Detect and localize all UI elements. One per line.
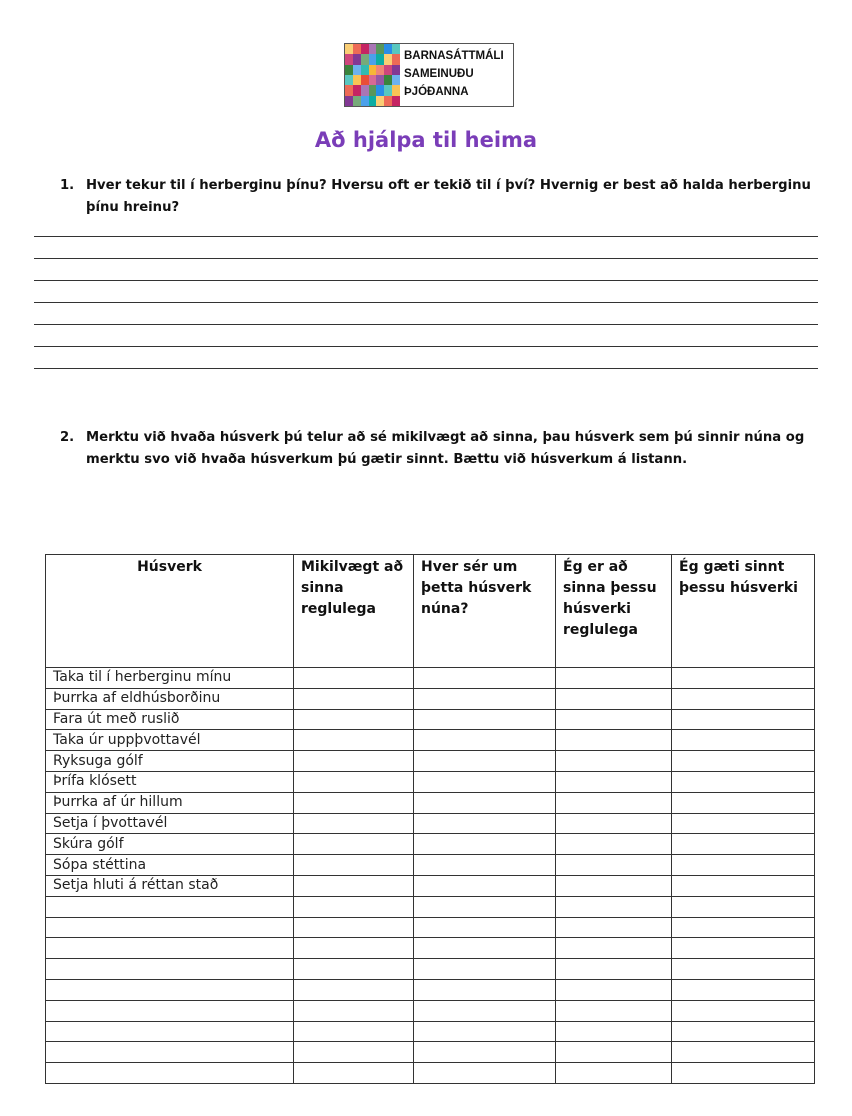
checkbox-cell[interactable] <box>294 730 414 751</box>
column-header: Hver sér um þetta húsverk núna? <box>414 555 556 668</box>
chore-cell[interactable] <box>46 896 294 917</box>
checkbox-cell[interactable] <box>414 688 556 709</box>
checkbox-cell[interactable] <box>294 668 414 689</box>
logo-tile <box>353 96 361 106</box>
checkbox-cell[interactable] <box>556 751 672 772</box>
checkbox-cell[interactable] <box>672 771 815 792</box>
checkbox-cell[interactable] <box>414 771 556 792</box>
table-row <box>46 1000 815 1021</box>
checkbox-cell[interactable] <box>414 896 556 917</box>
logo-tile <box>353 44 361 54</box>
checkbox-cell[interactable] <box>556 959 672 980</box>
checkbox-cell[interactable] <box>294 938 414 959</box>
logo-tile <box>376 44 384 54</box>
chore-cell[interactable] <box>46 1021 294 1042</box>
table-row <box>46 917 815 938</box>
table-row <box>46 855 815 876</box>
logo-tile <box>384 85 392 95</box>
checkbox-cell[interactable] <box>556 709 672 730</box>
checkbox-cell[interactable] <box>414 813 556 834</box>
logo-tile <box>361 65 369 75</box>
logo-tile <box>369 85 377 95</box>
checkbox-cell[interactable] <box>672 709 815 730</box>
checkbox-cell[interactable] <box>414 1021 556 1042</box>
table-row <box>46 709 815 730</box>
logo-tile <box>345 85 353 95</box>
logo-tile <box>361 75 369 85</box>
checkbox-cell[interactable] <box>414 751 556 772</box>
logo-text <box>400 44 513 106</box>
question-2 <box>60 427 820 471</box>
question-1 <box>60 175 820 219</box>
answer-line[interactable] <box>34 346 818 347</box>
table-row <box>46 1063 815 1084</box>
page-title: Að hjálpa til heima <box>314 128 538 152</box>
chore-cell: Þrífa klósett <box>46 771 294 792</box>
chore-cell: Ryksuga gólf <box>46 751 294 772</box>
logo-line: BARNASÁTTMÁLI <box>404 50 504 62</box>
logo-tile <box>345 75 353 85</box>
logo-tile <box>384 54 392 64</box>
table-row <box>46 979 815 1000</box>
logo-tile <box>376 65 384 75</box>
chore-cell: Skúra gólf <box>46 834 294 855</box>
logo-tile <box>384 65 392 75</box>
checkbox-cell[interactable] <box>556 688 672 709</box>
answer-line[interactable] <box>34 324 818 325</box>
checkbox-cell[interactable] <box>414 1042 556 1063</box>
logo-tile <box>353 75 361 85</box>
logo-line: ÞJÓÐANNA <box>404 86 469 98</box>
logo-tile <box>392 75 400 85</box>
chore-cell[interactable] <box>46 959 294 980</box>
chore-cell: Þurrka af úr hillum <box>46 792 294 813</box>
logo-tile <box>369 44 377 54</box>
table-row <box>46 792 815 813</box>
checkbox-cell[interactable] <box>294 813 414 834</box>
checkbox-cell[interactable] <box>294 688 414 709</box>
checkbox-cell[interactable] <box>556 771 672 792</box>
checkbox-cell[interactable] <box>294 959 414 980</box>
checkbox-cell[interactable] <box>414 855 556 876</box>
checkbox-cell[interactable] <box>556 979 672 1000</box>
answer-line[interactable] <box>34 258 818 259</box>
logo-tile <box>345 44 353 54</box>
checkbox-cell[interactable] <box>294 855 414 876</box>
logo-tile <box>376 96 384 106</box>
chore-cell: Fara út með ruslið <box>46 709 294 730</box>
checkbox-cell[interactable] <box>672 1000 815 1021</box>
checkbox-cell[interactable] <box>672 938 815 959</box>
logo-tile <box>353 65 361 75</box>
checkbox-cell[interactable] <box>414 730 556 751</box>
answer-line[interactable] <box>34 236 818 237</box>
checkbox-cell[interactable] <box>672 1063 815 1084</box>
checkbox-cell[interactable] <box>294 771 414 792</box>
checkbox-cell[interactable] <box>672 855 815 876</box>
logo-tile <box>392 44 400 54</box>
table-row <box>46 751 815 772</box>
chore-cell: Setja hluti á réttan stað <box>46 875 294 896</box>
chore-cell[interactable] <box>46 938 294 959</box>
checkbox-cell[interactable] <box>672 668 815 689</box>
logo-tile <box>376 75 384 85</box>
checkbox-cell[interactable] <box>556 834 672 855</box>
checkbox-cell[interactable] <box>672 813 815 834</box>
logo-tile <box>369 75 377 85</box>
checkbox-cell[interactable] <box>672 751 815 772</box>
logo-tile <box>376 54 384 64</box>
table-row <box>46 959 815 980</box>
checkbox-cell[interactable] <box>672 875 815 896</box>
checkbox-cell[interactable] <box>556 813 672 834</box>
column-header: Húsverk <box>46 555 294 668</box>
checkbox-cell[interactable] <box>672 896 815 917</box>
checkbox-cell[interactable] <box>294 875 414 896</box>
chores-table <box>45 554 815 1084</box>
chore-cell: Sópa stéttina <box>46 855 294 876</box>
checkbox-cell[interactable] <box>672 834 815 855</box>
checkbox-cell[interactable] <box>294 979 414 1000</box>
logo-tile <box>392 96 400 106</box>
table-row <box>46 875 815 896</box>
checkbox-cell[interactable] <box>414 979 556 1000</box>
logo-tile <box>376 85 384 95</box>
logo-tile <box>353 54 361 64</box>
checkbox-cell[interactable] <box>556 668 672 689</box>
checkbox-cell[interactable] <box>294 834 414 855</box>
chore-cell[interactable] <box>46 1063 294 1084</box>
answer-line[interactable] <box>34 280 818 281</box>
table-row <box>46 771 815 792</box>
logo-tile <box>361 96 369 106</box>
logo-tile <box>345 65 353 75</box>
chore-cell[interactable] <box>46 1000 294 1021</box>
checkbox-cell[interactable] <box>414 938 556 959</box>
logo-tile <box>361 44 369 54</box>
chore-cell: Setja í þvottavél <box>46 813 294 834</box>
checkbox-cell[interactable] <box>556 855 672 876</box>
checkbox-cell[interactable] <box>294 751 414 772</box>
table-row <box>46 730 815 751</box>
checkbox-cell[interactable] <box>294 1063 414 1084</box>
logo-tile <box>392 85 400 95</box>
logo-line: SAMEINUÐU <box>404 68 474 80</box>
checkbox-cell[interactable] <box>414 875 556 896</box>
column-header: Ég er að sinna þessu húsverki reglulega <box>556 555 672 668</box>
column-header: Mikilvægt að sinna reglulega <box>294 555 414 668</box>
checkbox-cell[interactable] <box>294 1021 414 1042</box>
chore-cell: Þurrka af eldhúsborðinu <box>46 688 294 709</box>
checkbox-cell[interactable] <box>556 1021 672 1042</box>
logo-tile <box>369 54 377 64</box>
checkbox-cell[interactable] <box>294 1042 414 1063</box>
checkbox-cell[interactable] <box>556 1000 672 1021</box>
answer-lines <box>34 236 818 390</box>
checkbox-cell[interactable] <box>556 938 672 959</box>
checkbox-cell[interactable] <box>294 792 414 813</box>
checkbox-cell[interactable] <box>414 792 556 813</box>
checkbox-cell[interactable] <box>414 1063 556 1084</box>
question-number: 2. <box>60 430 75 445</box>
logo-mosaic <box>345 44 400 106</box>
table-row <box>46 834 815 855</box>
answer-line[interactable] <box>34 302 818 303</box>
checkbox-cell[interactable] <box>672 1021 815 1042</box>
table-row <box>46 896 815 917</box>
chore-cell[interactable] <box>46 979 294 1000</box>
logo-tile <box>392 65 400 75</box>
checkbox-cell[interactable] <box>672 792 815 813</box>
question-number: 1. <box>60 178 75 193</box>
table-row <box>46 938 815 959</box>
table-row <box>46 813 815 834</box>
question-text: Hver tekur til í herberginu þínu? Hversu oft er tekið til í því? Hvernig er best að halda herberginu þínu hreinu? <box>86 178 811 215</box>
checkbox-cell[interactable] <box>294 1000 414 1021</box>
checkbox-cell[interactable] <box>672 730 815 751</box>
checkbox-cell[interactable] <box>556 1063 672 1084</box>
logo-tile <box>369 65 377 75</box>
checkbox-cell[interactable] <box>414 709 556 730</box>
logo-tile <box>392 54 400 64</box>
logo <box>344 43 514 107</box>
checkbox-cell[interactable] <box>556 896 672 917</box>
checkbox-cell[interactable] <box>556 730 672 751</box>
logo-tile <box>361 54 369 64</box>
table-row <box>46 688 815 709</box>
logo-tile <box>384 44 392 54</box>
logo-tile <box>345 96 353 106</box>
chore-cell: Taka úr uppþvottavél <box>46 730 294 751</box>
checkbox-cell[interactable] <box>672 917 815 938</box>
checkbox-cell[interactable] <box>414 668 556 689</box>
checkbox-cell[interactable] <box>294 709 414 730</box>
chore-cell[interactable] <box>46 917 294 938</box>
table-row <box>46 1042 815 1063</box>
checkbox-cell[interactable] <box>672 979 815 1000</box>
logo-tile <box>384 75 392 85</box>
checkbox-cell[interactable] <box>414 1000 556 1021</box>
question-text: Merktu við hvaða húsverk þú telur að sé mikilvægt að sinna, þau húsverk sem þú sinnir núna og merktu svo við hvaða húsverkum þú gætir sinnt. Bættu við húsverkum á listann. <box>86 430 805 467</box>
checkbox-cell[interactable] <box>556 792 672 813</box>
checkbox-cell[interactable] <box>556 875 672 896</box>
checkbox-cell[interactable] <box>294 917 414 938</box>
logo-tile <box>384 96 392 106</box>
column-header: Ég gæti sinnt þessu húsverki <box>672 555 815 668</box>
checkbox-cell[interactable] <box>414 834 556 855</box>
checkbox-cell[interactable] <box>294 896 414 917</box>
checkbox-cell[interactable] <box>556 1042 672 1063</box>
table-header-row <box>46 555 815 668</box>
checkbox-cell[interactable] <box>672 959 815 980</box>
chore-cell[interactable] <box>46 1042 294 1063</box>
logo-tile <box>345 54 353 64</box>
table-row <box>46 668 815 689</box>
logo-tile <box>369 96 377 106</box>
logo-tile <box>353 85 361 95</box>
chore-cell: Taka til í herberginu mínu <box>46 668 294 689</box>
table-body <box>46 668 815 1084</box>
checkbox-cell[interactable] <box>556 917 672 938</box>
answer-line[interactable] <box>34 368 818 369</box>
checkbox-cell[interactable] <box>414 917 556 938</box>
checkbox-cell[interactable] <box>672 1042 815 1063</box>
checkbox-cell[interactable] <box>672 688 815 709</box>
checkbox-cell[interactable] <box>414 959 556 980</box>
table-row <box>46 1021 815 1042</box>
logo-tile <box>361 85 369 95</box>
